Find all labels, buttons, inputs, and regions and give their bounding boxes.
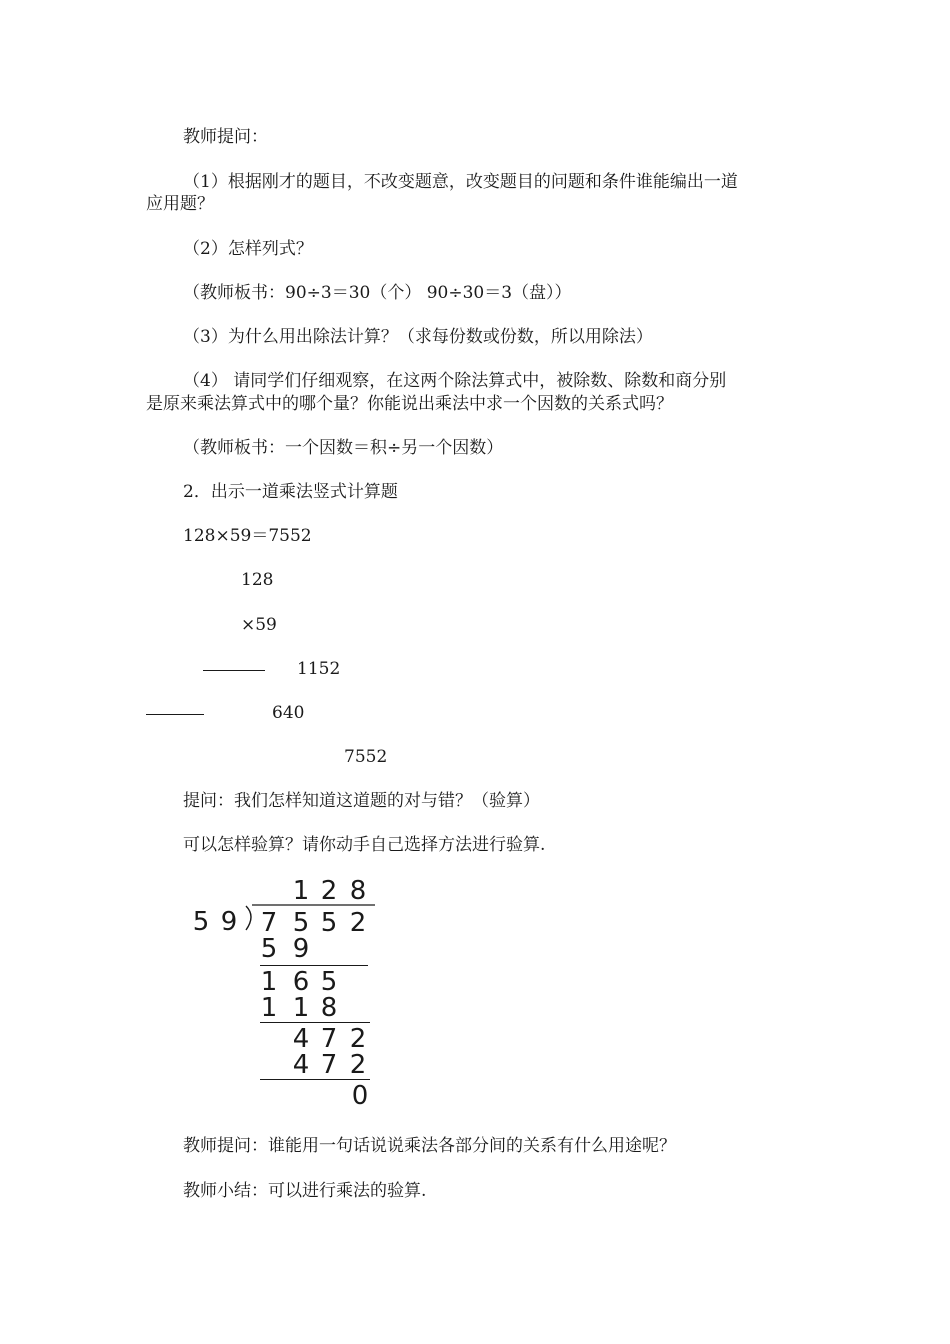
dividend-digit: 2: [349, 908, 367, 938]
teacher-ask-label: 教师提问：: [183, 127, 268, 147]
step-2-digit: 8: [320, 993, 338, 1023]
remainder-2-digit: 7: [320, 1024, 338, 1054]
step-3-digit: 2: [349, 1050, 367, 1080]
step-1-digit: 9: [292, 934, 310, 964]
division-rule-1: [260, 965, 368, 966]
remainder-1-digit: 5: [320, 967, 338, 997]
remainder-1-digit: 6: [292, 967, 310, 997]
division-rule-2: [260, 1022, 370, 1023]
section-2-heading: 2．出示一道乘法竖式计算题: [183, 482, 398, 502]
question-4-line-1: （4） 请同学们仔细观察，在这两个除法算式中，被除数、除数和商分别: [183, 371, 727, 391]
board-note-2: （教师板书：一个因数＝积÷另一个因数）: [183, 438, 504, 458]
final-remainder-digit: 0: [351, 1081, 369, 1111]
quotient-digit: 1: [292, 876, 310, 906]
long-division: [190, 872, 380, 1111]
question-4-line-2: 是原来乘法算式中的哪个量？你能说出乘法中求一个因数的关系式吗？: [146, 394, 673, 414]
question-2: （2）怎样列式？: [183, 239, 313, 259]
teacher-summary: 教师小结：可以进行乘法的验算.: [183, 1181, 427, 1201]
dividend-digit: 5: [320, 908, 338, 938]
quotient-digit: 8: [349, 876, 367, 906]
question-1-line-2: 应用题？: [146, 194, 214, 214]
step-1-digit: 5: [260, 934, 278, 964]
board-note-1: （教师板书：90÷3＝30（个） 90÷30＝3（盘））: [183, 283, 572, 303]
remainder-2-digit: 2: [349, 1024, 367, 1054]
dividend-digit: 7: [260, 908, 278, 938]
vertical-rule-1: [203, 670, 265, 671]
remainder-1-digit: 1: [260, 967, 278, 997]
dividend-digit: 5: [292, 908, 310, 938]
vertical-partial-2: 640: [272, 703, 305, 723]
vertical-rule-2: [146, 714, 204, 715]
teacher-ask-2: 教师提问：谁能用一句话说说乘法各部分间的关系有什么用途呢？: [183, 1136, 676, 1156]
question-1-line-1: （1）根据刚才的题目，不改变题意，改变题目的问题和条件谁能编出一道: [183, 172, 738, 192]
vertical-multiplier: ×59: [241, 615, 277, 635]
vertical-product: 7552: [344, 747, 388, 767]
vertical-multiplicand: 128: [241, 570, 274, 590]
question-3: （3）为什么用出除法计算？（求每份数或份数，所以用除法）: [183, 327, 653, 347]
remainder-2-digit: 4: [292, 1024, 310, 1054]
divisor-digit: 9: [220, 907, 238, 937]
multiplication-equation: 128×59＝7552: [183, 526, 312, 546]
ask-check: 提问：我们怎样知道这道题的对与错？（验算）: [183, 791, 540, 811]
division-rule-3: [260, 1079, 370, 1080]
step-2-digit: 1: [260, 993, 278, 1023]
how-check: 可以怎样验算？请你动手自己选择方法进行验算.: [183, 835, 546, 855]
divisor-digit: 5: [192, 907, 210, 937]
step-2-digit: 1: [292, 993, 310, 1023]
vertical-partial-1: 1152: [297, 659, 341, 679]
step-3-digit: 4: [292, 1050, 310, 1080]
step-3-digit: 7: [320, 1050, 338, 1080]
quotient-digit: 2: [320, 876, 338, 906]
